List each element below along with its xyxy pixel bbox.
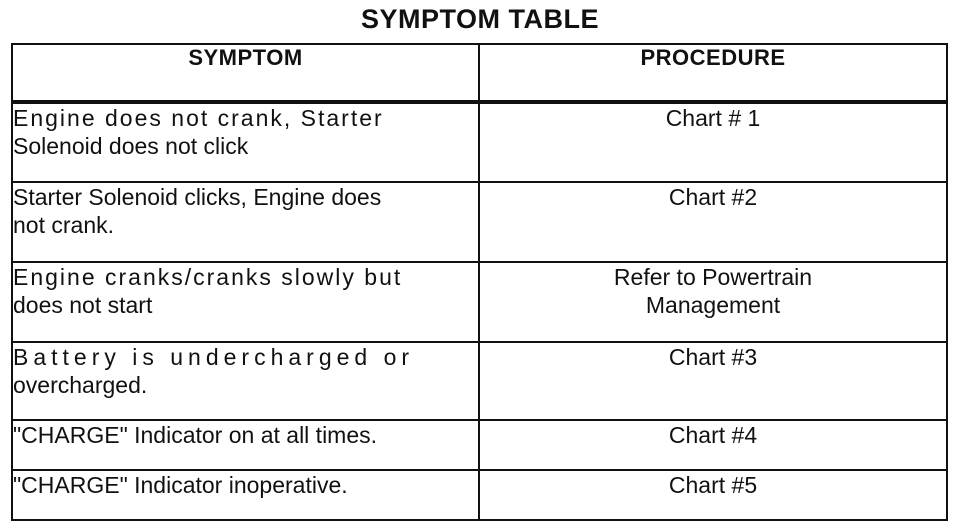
- procedure-text: Chart #4: [668, 422, 758, 448]
- procedure-text: Management: [645, 292, 781, 318]
- symptom-text: "CHARGE" Indicator on at all times.: [13, 422, 378, 448]
- symptom-table: [11, 43, 948, 521]
- symptom-text: Solenoid does not click: [13, 133, 249, 159]
- procedure-text: Refer to Powertrain: [613, 264, 813, 290]
- table-row: [12, 420, 947, 470]
- table-row: [12, 262, 947, 342]
- symptom-cell: [12, 420, 479, 470]
- symptom-text: "CHARGE" Indicator inoperative.: [13, 472, 348, 498]
- procedure-cell: [479, 342, 947, 420]
- page-title: SYMPTOM TABLE: [360, 4, 599, 34]
- symptom-cell: [12, 182, 479, 262]
- procedure-text: Chart #2: [668, 184, 758, 210]
- procedure-cell: [479, 470, 947, 520]
- table-header-row: [12, 44, 947, 102]
- symptom-cell: [12, 470, 479, 520]
- symptom-text: Starter Solenoid clicks, Engine does: [13, 184, 382, 210]
- table-row: [12, 342, 947, 420]
- symptom-cell: [12, 262, 479, 342]
- procedure-text: Chart #3: [668, 344, 758, 370]
- symptom-text: does not start: [13, 292, 153, 318]
- procedure-cell: [479, 262, 947, 342]
- symptom-cell: [12, 102, 479, 182]
- procedure-text: Chart # 1: [665, 105, 761, 131]
- table-row: [12, 182, 947, 262]
- procedure-text: Chart #5: [668, 472, 758, 498]
- procedure-cell: [479, 420, 947, 470]
- table-row: [12, 102, 947, 182]
- procedure-cell: [479, 182, 947, 262]
- column-header-symptom: SYMPTOM: [12, 44, 479, 102]
- symptom-text: not crank.: [13, 212, 114, 238]
- procedure-cell: [479, 102, 947, 182]
- symptom-text: Engine does not crank, Starter: [13, 105, 384, 131]
- table-row: [12, 470, 947, 520]
- symptom-text: Battery is undercharged or: [13, 344, 415, 370]
- symptom-text: Engine cranks/cranks slowly but: [13, 264, 403, 290]
- symptom-text: overcharged.: [13, 372, 148, 398]
- symptom-cell: [12, 342, 479, 420]
- column-header-procedure: PROCEDURE: [479, 44, 947, 102]
